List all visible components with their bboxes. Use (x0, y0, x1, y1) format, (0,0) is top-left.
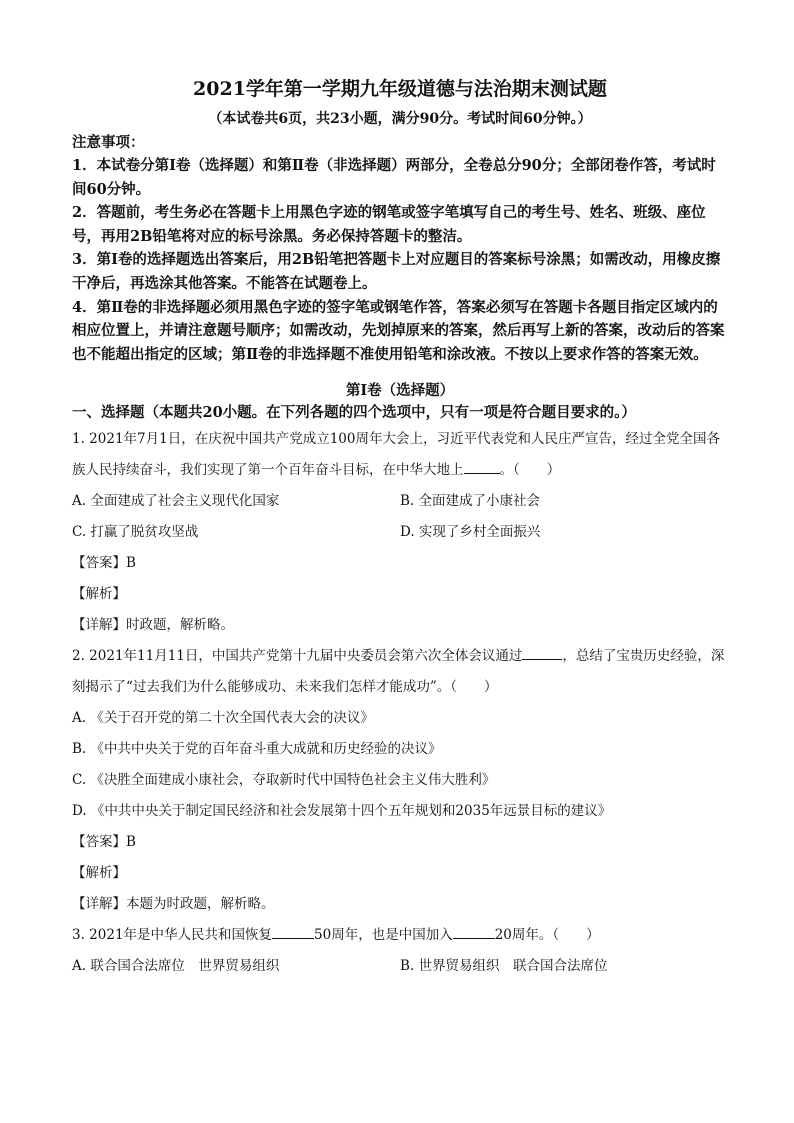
option-b: B. 《中共中央关于党的百年奋斗重大成就和历史经验的决议》 (72, 741, 442, 758)
answer-blank (453, 923, 495, 939)
option-d: D. 《中共中央关于制定国民经济和社会发展第十四个五年规划和2035年远景目标的建议》 (72, 803, 612, 820)
exam-subtitle: （本试卷共6页，共23小题，满分90分。考试时间60分钟。） (208, 111, 592, 127)
option-row (72, 517, 728, 548)
notice-item-2: 2．答题前，考生务必在答题卡上用黑色字迹的钢笔或签字笔填写自己的考生号、姓名、班级、座位号，再用2B铅笔将对应的标号涂黑。务必保持答题卡的整洁。 (72, 204, 706, 245)
option-row (72, 951, 728, 982)
answer-blank (522, 644, 562, 660)
answer-blank (272, 923, 314, 939)
option-c: C. 打赢了脱贫攻坚战 (72, 524, 199, 541)
option-c: C. 《决胜全面建成小康社会，夺取新时代中国特色社会主义伟大胜利》 (72, 772, 496, 789)
option-b: B. 世界贸易组织 联合国合法席位 (400, 958, 608, 975)
question-stem (72, 424, 728, 486)
question-stem-text: ，总结了宝贵历史经验，深刻揭示了“过去我们为什么能够成功、未来我们怎样才能成功”。（ ） (72, 648, 725, 696)
exam-page (72, 76, 728, 982)
notice-item-1: 1．本试卷分第Ⅰ卷（选择题）和第Ⅱ卷（非选择题）两部分，全卷总分90分；全部闭卷作答，考试时间60分钟。 (72, 157, 716, 198)
answer-blank (464, 458, 500, 474)
option-d: D. 实现了乡村全面振兴 (400, 524, 541, 541)
detail-label: 【详解】本题为时政题，解析略。 (72, 896, 275, 913)
question-stem (72, 920, 728, 951)
question-stem (72, 641, 728, 703)
question-stem-text: 20周年。（ ） (494, 927, 600, 944)
option-a: A. 全面建成了社会主义现代化国家 (72, 493, 280, 510)
question-1 (72, 424, 728, 641)
notice-item-4: 4．第Ⅱ卷的非选择题必须用黑色字迹的签字笔或钢笔作答，答案必须写在答题卡各题目指定区域内的相应位置上，并请注意题号顺序；如需改动，先划掉原来的答案，然后再写上新的答案，改动后的答案也不能超出指定的区域；第Ⅱ卷的非选择题不准使用铅笔和涂改液。不按以上要求作答的答案无效。 (72, 298, 725, 363)
question-stem-text: 。（ ） (499, 462, 561, 479)
question-2 (72, 641, 728, 920)
question-3 (72, 920, 728, 982)
exam-title: 2021学年第一学期九年级道德与法治期末测试题 (193, 78, 607, 100)
detail-label: 【详解】时政题，解析略。 (72, 617, 234, 634)
question-stem-text: 50周年，也是中国加入 (314, 927, 453, 944)
option-b: B. 全面建成了小康社会 (400, 493, 541, 510)
part-heading: 一、选择题（本题共20小题。在下列各题的四个选项中，只有一项是符合题目要求的。） (72, 404, 636, 422)
notice-item-3: 3．第Ⅰ卷的选择题选出答案后，用2B铅笔把答题卡上对应题目的答案标号涂黑；如需改动，用橡皮擦干净后，再选涂其他答案。不能答在试题卷上。 (72, 251, 721, 292)
notice-block (72, 132, 728, 366)
option-row (72, 486, 728, 517)
question-stem-text: 2. 2021年11月11日，中国共产党第十九届中央委员会第六次全体会议通过 (72, 648, 523, 665)
analysis-label: 【解析】 (72, 865, 126, 882)
option-a: A. 《关于召开党的第二十次全国代表大会的决议》 (72, 710, 374, 727)
notice-heading: 注意事项： (72, 134, 145, 151)
section-title: 第Ⅰ卷（选择题） (345, 382, 455, 400)
question-stem-text: 3. 2021年是中华人民共和国恢复 (72, 927, 273, 944)
question-stem-text: 1. 2021年7月1日，在庆祝中国共产党成立100周年大会上，习近平代表党和人民庄严宣告，经过全党全国各族人民持续奋斗，我们实现了第一个百年奋斗目标，在中华大地上 (72, 431, 720, 479)
analysis-label: 【解析】 (72, 586, 126, 603)
answer-label: 【答案】B (72, 555, 136, 572)
option-a: A. 联合国合法席位 世界贸易组织 (72, 958, 280, 975)
answer-label: 【答案】B (72, 834, 136, 851)
